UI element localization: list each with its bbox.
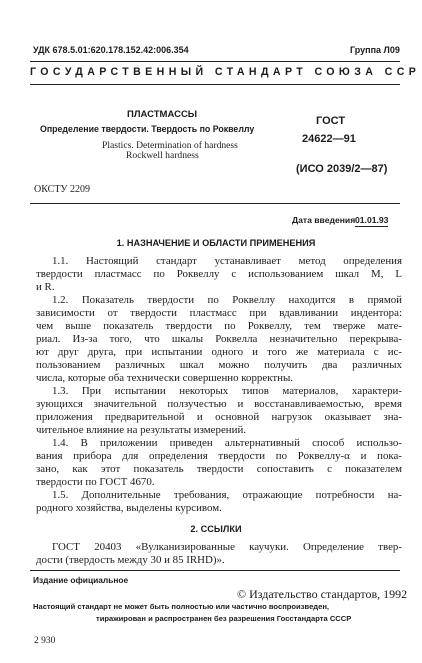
official-edition-label: Издание официальное — [33, 575, 129, 585]
okstu-code: ОКСТУ 2209 — [34, 184, 91, 195]
paragraph-1-4-line: 1.4. В приложении приведен альтернативный способ использо- — [52, 437, 402, 449]
paragraph-1-2-line: пользованием различных шкал можно получить два различных — [36, 359, 402, 371]
paragraph-1-1-line: 1.1. Настоящий стандарт устанавливает метод определения — [52, 255, 402, 267]
paragraph-1-2-line: чем выше показатель твердости по Роквеллу, тем тверже мате- — [36, 320, 402, 332]
paragraph-1-2-line: зависимости от твердости пластмасс при вдавливании индентора: — [36, 307, 402, 319]
footer-rule — [30, 570, 400, 571]
paragraph-1-3-line: 1.3. При испытании некоторых типов материалов, характери- — [52, 385, 402, 397]
paragraph-1-1-line: и R. — [36, 281, 55, 293]
state-standard-title: ГОСУДАРСТВЕННЫЙ СТАНДАРТ СОЮЗА ССР — [30, 66, 421, 78]
iso-number: (ИСО 2039/2—87) — [296, 163, 388, 175]
paragraph-1-4-line: твердости по ГОСТ 4670. — [36, 476, 155, 488]
paragraph-1-4-line: зано, как этот показатель твердости сопоставить с показателем — [36, 463, 402, 475]
references-line: ГОСТ 20403 «Вулканизированные каучуки. Определение твер- — [52, 541, 402, 553]
paragraph-1-2-line: риал. Из-за того, что шкалы Роквелла незначительно перекрыва- — [36, 333, 402, 345]
title-block-rule — [30, 203, 400, 204]
english-title-line-2: Rockwell hardness — [126, 150, 199, 161]
document-title: ПЛАСТМАССЫ — [127, 109, 198, 120]
page-code: 2 930 — [34, 636, 56, 646]
paragraph-1-5-line: 1.5. Дополнительные требования, отражающие потребности на- — [52, 489, 402, 501]
english-title-line-1: Plastics. Determination of hardness — [102, 140, 238, 151]
udk-code: УДК 678.5.01:620.178.152.42:006.354 — [33, 45, 189, 55]
section-1-heading: 1. НАЗНАЧЕНИЕ И ОБЛАСТИ ПРИМЕНЕНИЯ — [116, 238, 316, 248]
paragraph-1-3-line: чительное влияние на результаты измерений. — [36, 424, 246, 436]
gost-number: 24622—91 — [302, 133, 356, 145]
section-2-heading: 2. ССЫЛКИ — [190, 524, 242, 534]
paragraph-1-2-line: числа, которые оба технически совершенно корректны. — [36, 372, 293, 384]
paragraph-1-3-line: приложения предварительной и основной нагрузок оказывает зна- — [36, 411, 402, 423]
header-rule-top — [30, 61, 400, 62]
document-subtitle: Определение твердости. Твердость по Роквеллу — [40, 124, 255, 134]
paragraph-1-2-line: ют друг друга, при испытании одного и того же материала с ис- — [36, 346, 402, 358]
header-rule-bottom — [30, 84, 400, 85]
paragraph-1-1-line: твердости пластмасс по Роквеллу с использованием шкал М, L — [36, 268, 402, 280]
reproduction-notice-line-1: Настоящий стандарт не может быть полностью или частично воспроизведен, — [33, 602, 330, 611]
gost-label: ГОСТ — [316, 115, 346, 127]
group-code: Группа Л09 — [350, 45, 400, 55]
introduction-date-value: 01.01.93 — [355, 215, 389, 225]
paragraph-1-3-line: зующихся значительной ползучестью и восстанавливаемостью, время — [36, 398, 402, 410]
copyright-line: © Издательство стандартов, 1992 — [237, 587, 408, 601]
paragraph-1-4-line: вания прибора для определения твердости по Роквеллу-α и пока- — [36, 450, 402, 462]
reproduction-notice-line-2: тиражирован и распространен без разрешения Госстандарта СССР — [96, 614, 352, 623]
introduction-date-label: Дата введения — [292, 215, 356, 225]
references-line: дости (твердость между 30 и 85 IRHD)». — [36, 554, 225, 566]
paragraph-1-5-line: родного хозяйства, выделены курсивом. — [36, 502, 222, 514]
paragraph-1-2-line: 1.2. Показатель твердости по Роквеллу находится в прямой — [52, 294, 402, 306]
